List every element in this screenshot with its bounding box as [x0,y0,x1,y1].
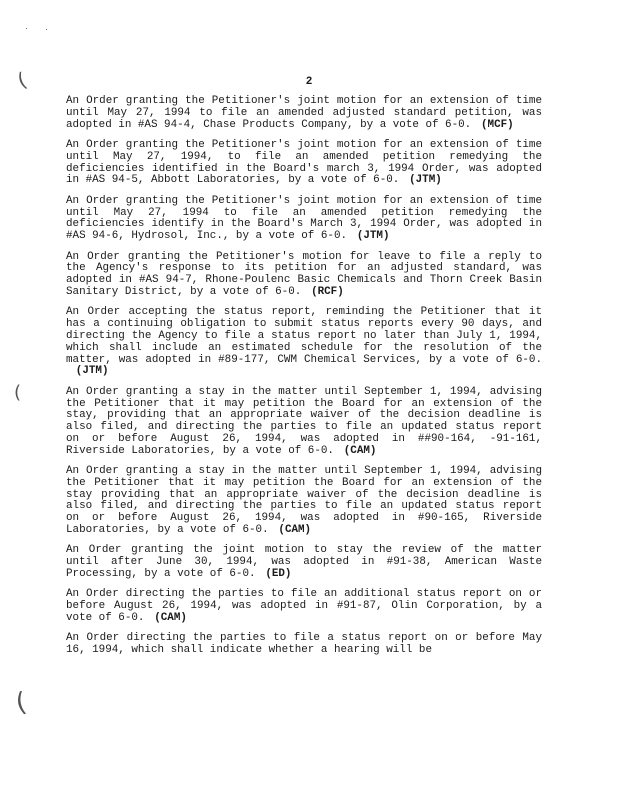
scan-speck [46,29,47,30]
binding-hole-mark: ( [14,67,30,93]
order-initials: (CAM) [278,524,312,537]
order-text: An Order granting the joint motion to stay the review of the matter until after June 30, 1994, was adopted in #91-38, American Waste Processing, by a vote of 6-0. [66,544,542,581]
scan-speck [26,28,27,29]
order-paragraph [66,466,542,537]
order-text: An Order directing the parties to file an additional status report on or before August 26, 1994, was adopted in #91-87, Olin Corporation, by a vote of 6-0. [66,588,542,625]
order-paragraph [66,196,542,243]
order-initials: (CAM) [343,444,377,457]
order-text: An Order directing the parties to file a status report on or before May 16, 1994, which shall indicate whether a hearing will be [66,632,542,657]
page-number: 2 [305,76,313,88]
order-paragraph [66,545,542,580]
document-body [66,96,542,657]
order-text: An Order granting a stay in the matter until September 1, 1994, advising the Petitioner that it may petition the Board for an extension of the stay, providing that an appropriate waiver of the decision deadline is also filed, and directing the parties to file an updated status report on or before August 26, 1994, was adopted in ##90-164, -91-161, Riverside Laboratories, by a vote of 6-0. [66,385,542,457]
order-paragraph [66,589,542,624]
order-paragraph [66,307,542,378]
order-paragraph [66,387,542,458]
order-paragraph [66,140,542,187]
order-text: An Order granting the Petitioner's joint motion for an extension of time until May 27, 1994 to file an amended petition remedying the deficiencies identify in the Board's March 3, 1994 Order, was adopted in #AS 94-6, Hydrosol, Inc., by a vote of 6-0. [66,194,542,243]
order-initials: (RCF) [311,285,344,298]
order-initials: (ED) [265,568,292,581]
order-paragraph [66,633,542,657]
order-initials: (MCF) [481,118,514,131]
binding-hole-mark: ( [13,687,29,719]
binding-hole-mark: ( [14,382,22,403]
order-text: An Order granting the Petitioner's joint motion for an extension of time until May 27, 1994 to file an amended adjusted standard petition, was adopted in #AS 94-4, Chase Products Company, by a vote of 6-0. [66,95,542,131]
order-initials: (JTM) [356,230,390,243]
order-paragraph [66,252,542,299]
order-initials: (CAM) [154,612,187,625]
order-paragraph [66,96,542,131]
order-initials: (JTM) [409,174,442,187]
order-initials: (JTM) [75,365,109,378]
order-text: An Order granting the Petitioner's motion for leave to file a reply to the Agency's response to its petition for an adjusted standard, was adopted in #AS 94-7, Rhone-Poulenc Basic Chemicals and Thorn Creek Basin Sanitary District, by a vote of 6-0. [66,250,542,298]
order-text: An Order granting a stay in the matter until September 1, 1994, advising the Petitioner that it may petition the Board for an extension of the stay providing that an appropriate waiver of the decision deadline is also filed, and directing the parties to file an updated status report on or before August 26, 1994, was adopted in #90-165, Riverside Laboratories, by a vote of 6-0. [66,465,542,537]
order-text: An Order granting the Petitioner's joint motion for an extension of time until May 27, 1994, to file an amended petition remedying the deficiencies identified in the Board's march 3, 1994 Order, was adopted in #AS 94-5, Abbott Laboratories, by a vote of 6-0. [66,138,542,187]
order-text: An Order accepting the status report, reminding the Petitioner that it has a continuing obligation to submit status reports every 90 days, and directing the Agency to file a status report no later than July 1, 1994, which shall include an estimated schedule for the resolution of the matter, was adopted in #89-177, CWM Chemical Services, by a vote of 6-0. [66,306,542,366]
